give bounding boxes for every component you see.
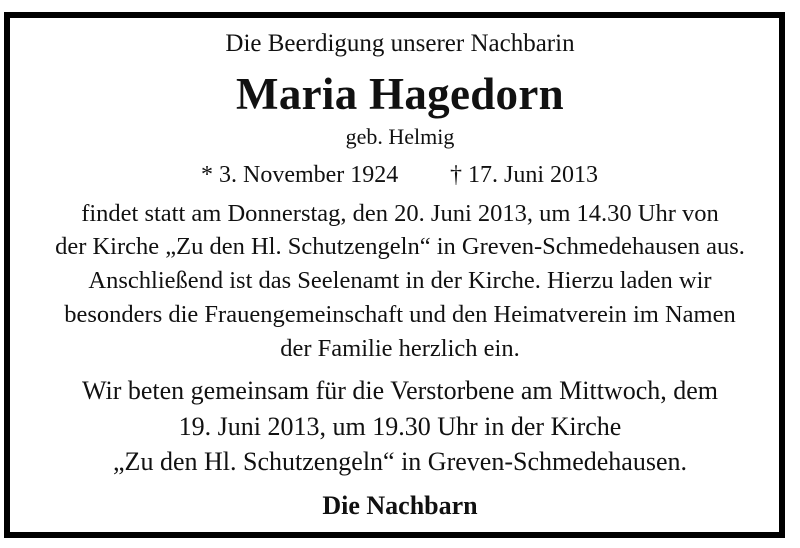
- prayer-text-line: Wir beten gemeinsam für die Verstorbene am Mittwoch, dem: [81, 376, 718, 405]
- signature: Die Nachbarn: [322, 491, 478, 520]
- death-date: † 17. Juni 2013: [450, 162, 599, 188]
- birth-name: geb. Helmig: [345, 124, 455, 149]
- funeral-text-line: besonders die Frauengemeinschaft und den Heimatverein im Namen: [64, 301, 736, 328]
- funeral-text-line: der Kirche „Zu den Hl. Schutzengeln“ in Greven-Schmedehausen aus.: [55, 233, 745, 260]
- prayer-text-line: 19. Juni 2013, um 19.30 Uhr in der Kirche: [178, 412, 622, 441]
- prayer-text-line: „Zu den Hl. Schutzengeln“ in Greven-Schmedehausen.: [113, 447, 687, 476]
- funeral-text-line: Anschließend ist das Seelenamt in der Kirche. Hierzu laden wir: [88, 267, 712, 294]
- intro-line: Die Beerdigung unserer Nachbarin: [225, 30, 575, 57]
- birth-date: * 3. November 1924: [201, 162, 399, 188]
- funeral-text-line: der Familie herzlich ein.: [280, 335, 520, 362]
- funeral-text-line: findet statt am Donnerstag, den 20. Juni 2013, um 14.30 Uhr von: [81, 200, 719, 227]
- deceased-name: Maria Hagedorn: [236, 69, 564, 119]
